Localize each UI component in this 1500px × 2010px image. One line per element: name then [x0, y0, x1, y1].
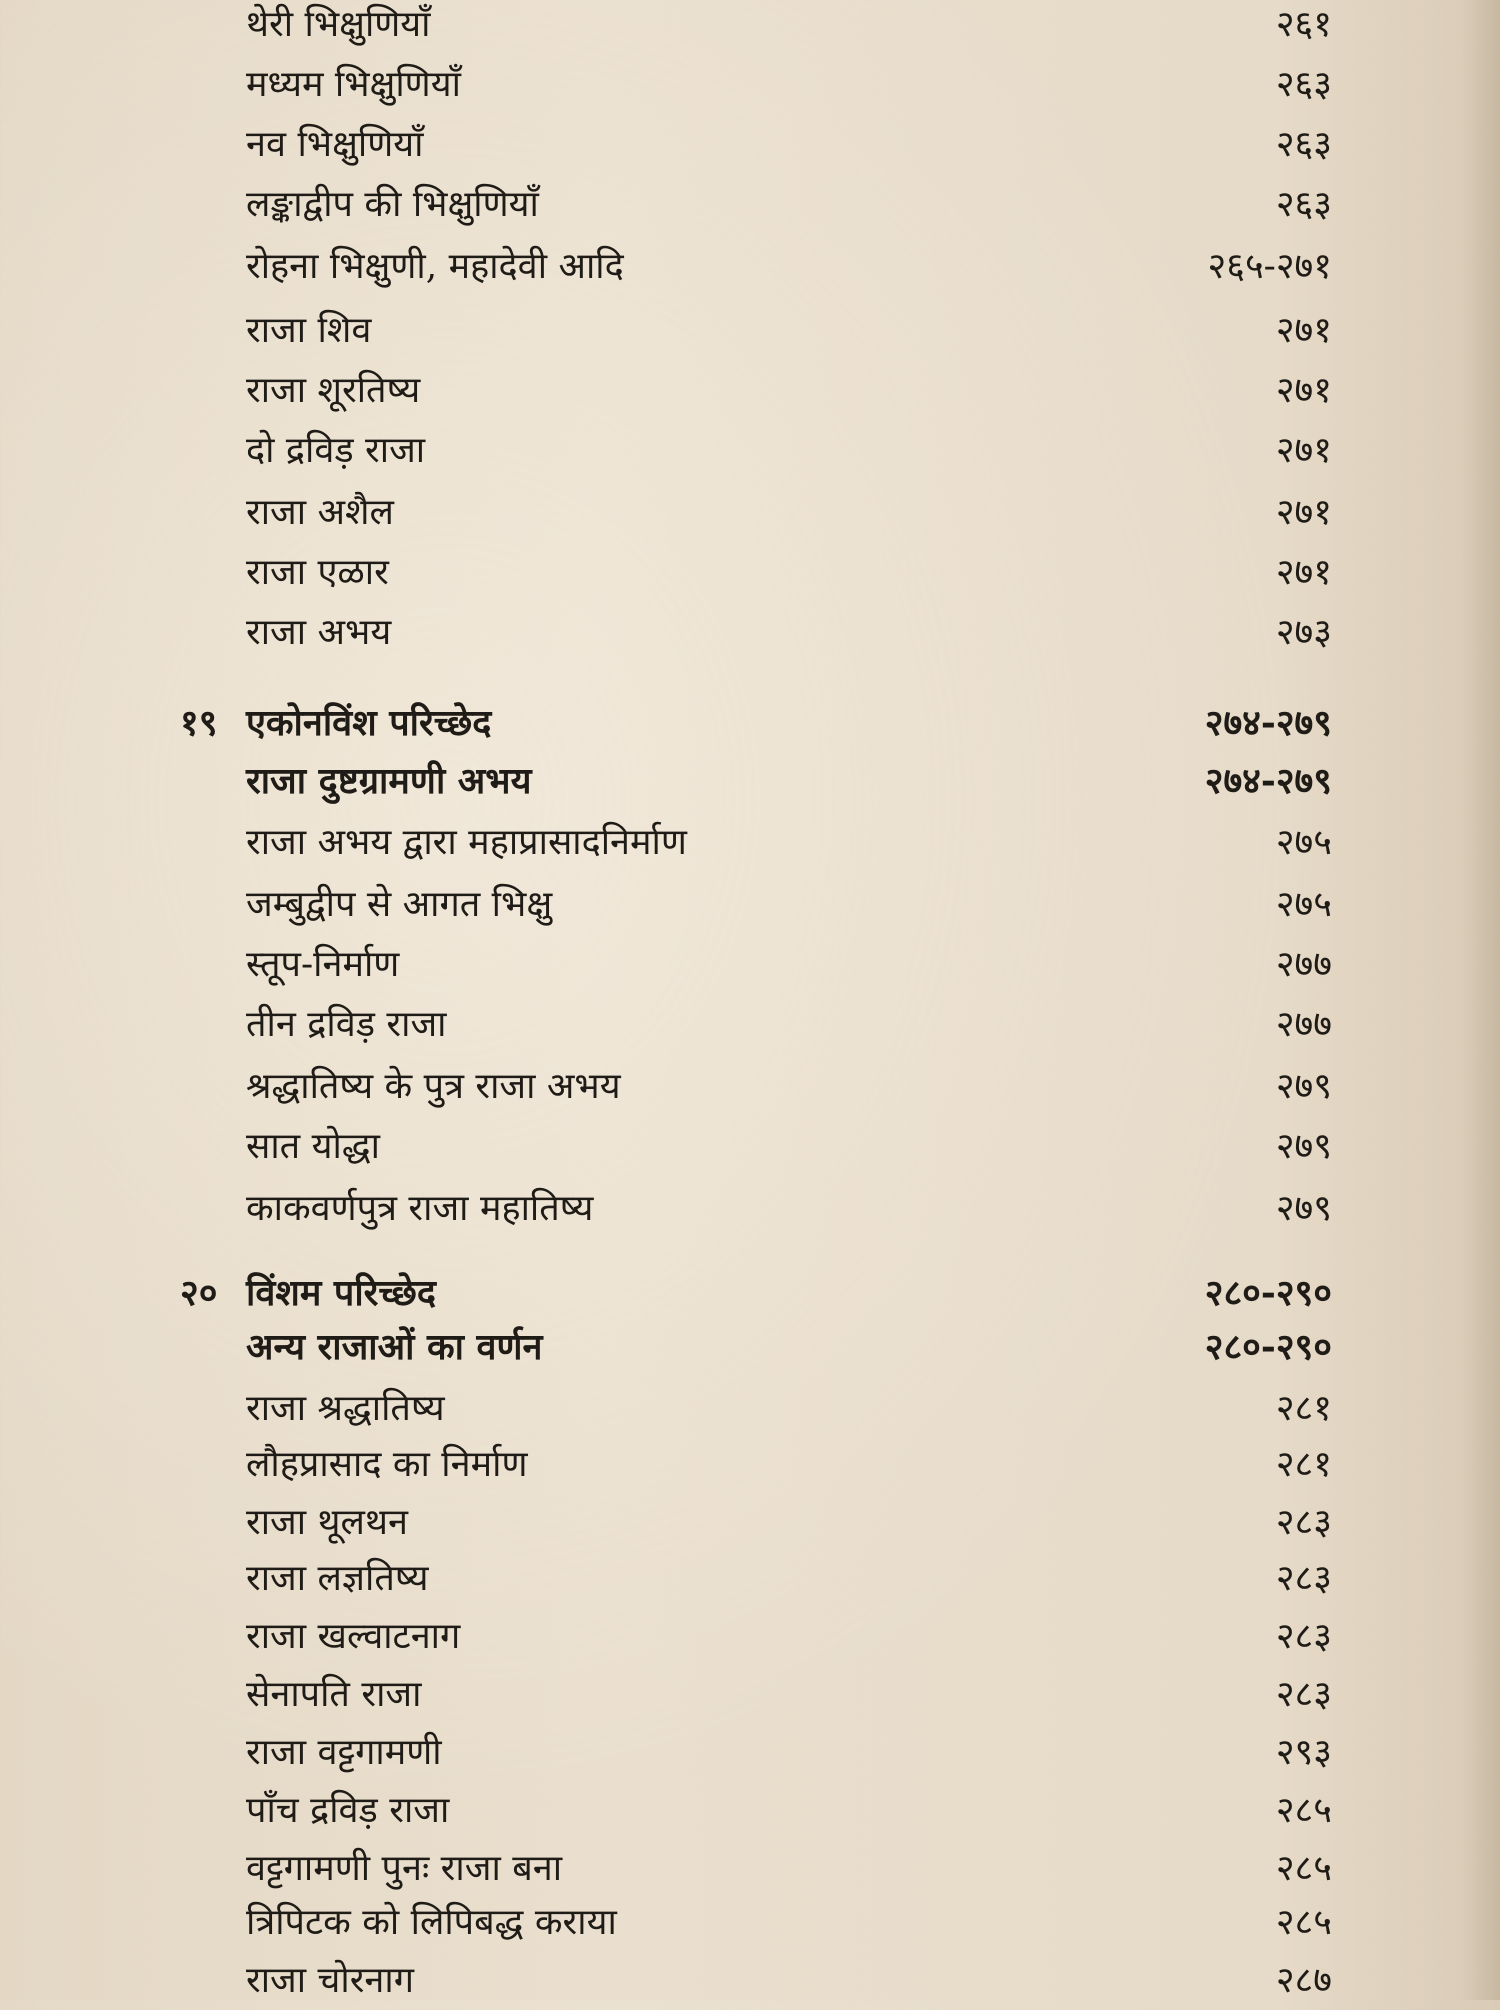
entry-page: २७७: [1275, 1004, 1332, 1045]
entry-page: २७९: [1275, 1126, 1332, 1167]
chapter-subheading: [0, 752, 1500, 810]
entry-title: राजा शिव: [246, 310, 372, 351]
entry-title: तीन द्रविड़ राजा: [246, 1004, 447, 1045]
toc-entry: [0, 814, 1500, 872]
entry-page: २८३: [1275, 1502, 1332, 1543]
toc-entry: [0, 1436, 1500, 1494]
toc-entry: [0, 422, 1500, 480]
toc-entry: [0, 876, 1500, 934]
entry-title: रोहना भिक्षुणी, महादेवी आदि: [246, 246, 624, 287]
chapter-pages: २७४-२७९: [1204, 702, 1332, 744]
entry-title: जम्बुद्वीप से आगत भिक्षु: [246, 884, 553, 925]
chapter-number: १९: [180, 702, 218, 744]
entry-title: लङ्काद्वीप की भिक्षुणियाँ: [246, 184, 539, 225]
entry-page: २७९: [1275, 1188, 1332, 1229]
entry-page: २७७: [1275, 944, 1332, 985]
entry-page: २७१: [1275, 492, 1332, 533]
entry-title: राजा शूरतिष्य: [246, 370, 421, 411]
subheading-pages: २८०-२९०: [1204, 1326, 1332, 1368]
entry-title: राजा श्रद्धातिष्य: [246, 1388, 445, 1429]
entry-title: राजा अभय: [246, 612, 392, 653]
entry-page: २८१: [1275, 1444, 1332, 1485]
entry-page: २६३: [1275, 124, 1332, 165]
toc-entry: [0, 996, 1500, 1054]
entry-page: २७१: [1275, 310, 1332, 351]
entry-title: नव भिक्षुणियाँ: [246, 124, 424, 165]
entry-page: २७१: [1275, 430, 1332, 471]
toc-entry: [0, 484, 1500, 542]
toc-entry: [0, 238, 1500, 296]
toc-entry: [0, 176, 1500, 234]
toc-entry: [0, 1894, 1500, 1952]
toc-entry: [0, 1494, 1500, 1552]
toc-entry: [0, 1608, 1500, 1666]
entry-page: २७१: [1275, 370, 1332, 411]
entry-page: २६५-२७१: [1207, 246, 1332, 287]
chapter-heading: [0, 694, 1500, 752]
entry-title: श्रद्धातिष्य के पुत्र राजा अभय: [246, 1066, 621, 1107]
entry-page: २८३: [1275, 1674, 1332, 1715]
chapter-title: एकोनविंश परिच्छेद: [246, 702, 492, 744]
toc-entry: [0, 1724, 1500, 1782]
entry-page: २८१: [1275, 1388, 1332, 1429]
toc-entry: [0, 1666, 1500, 1724]
chapter-pages: २८०-२९०: [1204, 1272, 1332, 1314]
entry-title: काकवर्णपुत्र राजा महातिष्य: [246, 1188, 594, 1229]
entry-page: २७९: [1275, 1066, 1332, 1107]
toc-entry: [0, 1180, 1500, 1238]
entry-page: २६१: [1275, 4, 1332, 45]
entry-title: त्रिपिटक को लिपिबद्ध कराया: [246, 1902, 617, 1943]
entry-title: राजा अशैल: [246, 492, 394, 533]
toc-entry: [0, 1058, 1500, 1116]
toc-entry: [0, 1840, 1500, 1898]
toc-entry: [0, 362, 1500, 420]
entry-title: वट्टगामणी पुनः राजा बना: [246, 1848, 563, 1889]
entry-title: राजा थूलथन: [246, 1502, 408, 1543]
toc-entry: [0, 936, 1500, 994]
toc-entry: [0, 1550, 1500, 1608]
chapter-number: २०: [180, 1272, 218, 1314]
toc-entry: [0, 56, 1500, 114]
entry-title: राजा चोरनाग: [246, 1960, 415, 2001]
entry-page: २६३: [1275, 64, 1332, 105]
entry-page: २८५: [1275, 1902, 1332, 1943]
entry-title: सात योद्धा: [246, 1126, 380, 1167]
chapter-title: विंशम परिच्छेद: [246, 1272, 436, 1314]
entry-title: लौहप्रासाद का निर्माण: [246, 1444, 528, 1485]
toc-entry: [0, 1952, 1500, 2010]
toc-entry: [0, 1380, 1500, 1438]
entry-title: राजा वट्टगामणी: [246, 1732, 442, 1773]
entry-title: दो द्रविड़ राजा: [246, 430, 426, 471]
toc-entry: [0, 604, 1500, 662]
entry-page: २८३: [1275, 1558, 1332, 1599]
entry-page: २६३: [1275, 184, 1332, 225]
entry-title: राजा अभय द्वारा महाप्रासादनिर्माण: [246, 822, 687, 863]
toc-entry: [0, 302, 1500, 360]
toc-entry: [0, 116, 1500, 174]
entry-title: राजा एळार: [246, 552, 389, 593]
entry-page: २७५: [1275, 822, 1332, 863]
entry-page: २७५: [1275, 884, 1332, 925]
subheading-title: अन्य राजाओं का वर्णन: [246, 1326, 543, 1368]
entry-title: थेरी भिक्षुणियाँ: [246, 4, 431, 45]
entry-title: स्तूप-निर्माण: [246, 944, 400, 985]
entry-title: राजा खल्वाटनाग: [246, 1616, 461, 1657]
toc-entry: [0, 544, 1500, 602]
chapter-subheading: [0, 1318, 1500, 1376]
toc-entry: [0, 1118, 1500, 1176]
entry-page: २९३: [1275, 1732, 1332, 1773]
toc-entry: [0, 1782, 1500, 1840]
chapter-heading: [0, 1264, 1500, 1322]
entry-page: २७१: [1275, 552, 1332, 593]
entry-title: सेनापति राजा: [246, 1674, 422, 1715]
entry-page: २८५: [1275, 1848, 1332, 1889]
entry-page: २८३: [1275, 1616, 1332, 1657]
entry-title: राजा लज्ञतिष्य: [246, 1558, 429, 1599]
subheading-pages: २७४-२७९: [1204, 760, 1332, 802]
subheading-title: राजा दुष्टग्रामणी अभय: [246, 760, 532, 802]
toc-entry: [0, 0, 1500, 54]
entry-page: २८७: [1275, 1960, 1332, 2001]
entry-page: २८५: [1275, 1790, 1332, 1831]
entry-title: मध्यम भिक्षुणियाँ: [246, 64, 461, 105]
entry-title: पाँच द्रविड़ राजा: [246, 1790, 450, 1831]
entry-page: २७३: [1275, 612, 1332, 653]
